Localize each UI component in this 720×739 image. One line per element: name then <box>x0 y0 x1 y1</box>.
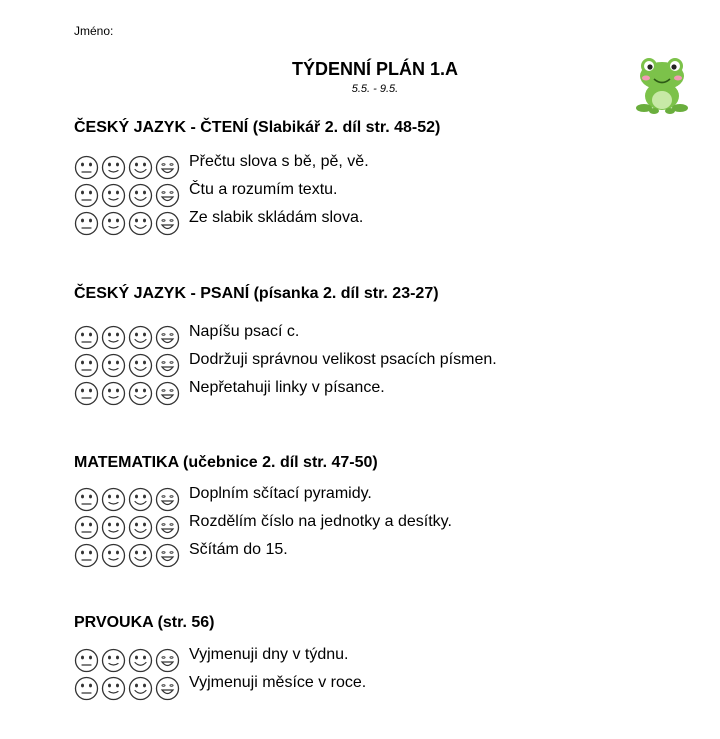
sad-face-icon <box>74 353 99 378</box>
rating-faces <box>74 155 180 180</box>
smile-face-icon <box>128 648 153 673</box>
neutral-face-icon <box>101 676 126 701</box>
list-item <box>74 543 288 571</box>
list-item <box>74 648 348 676</box>
item-text: Napíšu psací c. <box>189 323 300 340</box>
laughing-face-icon <box>155 155 180 180</box>
rating-faces <box>74 487 180 512</box>
sad-face-icon <box>74 325 99 350</box>
smile-face-icon <box>128 381 153 406</box>
laughing-face-icon <box>155 648 180 673</box>
sad-face-icon <box>74 543 99 568</box>
smile-face-icon <box>128 211 153 236</box>
laughing-face-icon <box>155 183 180 208</box>
neutral-face-icon <box>101 325 126 350</box>
smile-face-icon <box>128 155 153 180</box>
section-title-cestina-psani: ČESKÝ JAZYK - PSANÍ (písanka 2. díl str. 23-27) <box>74 285 439 302</box>
rating-faces <box>74 353 180 378</box>
smile-face-icon <box>128 487 153 512</box>
smile-face-icon <box>128 543 153 568</box>
sad-face-icon <box>74 676 99 701</box>
smile-face-icon <box>128 676 153 701</box>
neutral-face-icon <box>101 381 126 406</box>
rating-faces <box>74 381 180 406</box>
list-item <box>74 353 497 381</box>
sad-face-icon <box>74 211 99 236</box>
name-label: Jméno: <box>74 24 114 38</box>
laughing-face-icon <box>155 543 180 568</box>
neutral-face-icon <box>101 155 126 180</box>
smile-face-icon <box>128 183 153 208</box>
sad-face-icon <box>74 183 99 208</box>
neutral-face-icon <box>101 183 126 208</box>
section-title-matematika: MATEMATIKA (učebnice 2. díl str. 47-50) <box>74 454 378 471</box>
laughing-face-icon <box>155 325 180 350</box>
neutral-face-icon <box>101 543 126 568</box>
item-text: Sčítám do 15. <box>189 541 288 558</box>
rating-faces <box>74 676 180 701</box>
list-item <box>74 183 338 211</box>
date-range: 5.5. - 9.5. <box>351 83 399 95</box>
list-item <box>74 515 452 543</box>
list-item <box>74 325 299 353</box>
section-title-cestina-cteni: ČESKÝ JAZYK - ČTENÍ (Slabikář 2. díl str. 48-52) <box>74 119 441 136</box>
sad-face-icon <box>74 648 99 673</box>
neutral-face-icon <box>101 515 126 540</box>
laughing-face-icon <box>155 381 180 406</box>
sad-face-icon <box>74 381 99 406</box>
list-item <box>74 487 372 515</box>
rating-faces <box>74 648 180 673</box>
list-item <box>74 381 385 409</box>
sad-face-icon <box>74 155 99 180</box>
rating-faces <box>74 543 180 568</box>
laughing-face-icon <box>155 676 180 701</box>
section-title-prvouka: PRVOUKA (str. 56) <box>74 614 215 631</box>
rating-faces <box>74 325 180 350</box>
neutral-face-icon <box>101 487 126 512</box>
smile-face-icon <box>128 353 153 378</box>
item-text: Přečtu slova s bě, pě, vě. <box>189 153 369 170</box>
item-text: Nepřetahuji linky v písance. <box>189 379 385 396</box>
item-text: Ze slabik skládám slova. <box>189 209 364 226</box>
neutral-face-icon <box>101 353 126 378</box>
list-item <box>74 211 363 239</box>
laughing-face-icon <box>155 353 180 378</box>
neutral-face-icon <box>101 211 126 236</box>
item-text: Dodržuji správnou velikost psacích písmen. <box>189 351 497 368</box>
sad-face-icon <box>74 487 99 512</box>
item-text: Vyjmenuji měsíce v roce. <box>189 674 367 691</box>
item-text: Čtu a rozumím textu. <box>189 181 338 198</box>
list-item <box>74 155 369 183</box>
sad-face-icon <box>74 515 99 540</box>
rating-faces <box>74 183 180 208</box>
list-item <box>74 676 366 704</box>
neutral-face-icon <box>101 648 126 673</box>
item-text: Rozdělím číslo na jednotky a desítky. <box>189 513 452 530</box>
frog-icon <box>634 56 690 114</box>
smile-face-icon <box>128 325 153 350</box>
laughing-face-icon <box>155 211 180 236</box>
smile-face-icon <box>128 515 153 540</box>
rating-faces <box>74 515 180 540</box>
item-text: Doplním sčítací pyramidy. <box>189 485 372 502</box>
item-text: Vyjmenuji dny v týdnu. <box>189 646 349 663</box>
rating-faces <box>74 211 180 236</box>
laughing-face-icon <box>155 515 180 540</box>
page-title: TÝDENNÍ PLÁN 1.A <box>291 59 459 79</box>
laughing-face-icon <box>155 487 180 512</box>
